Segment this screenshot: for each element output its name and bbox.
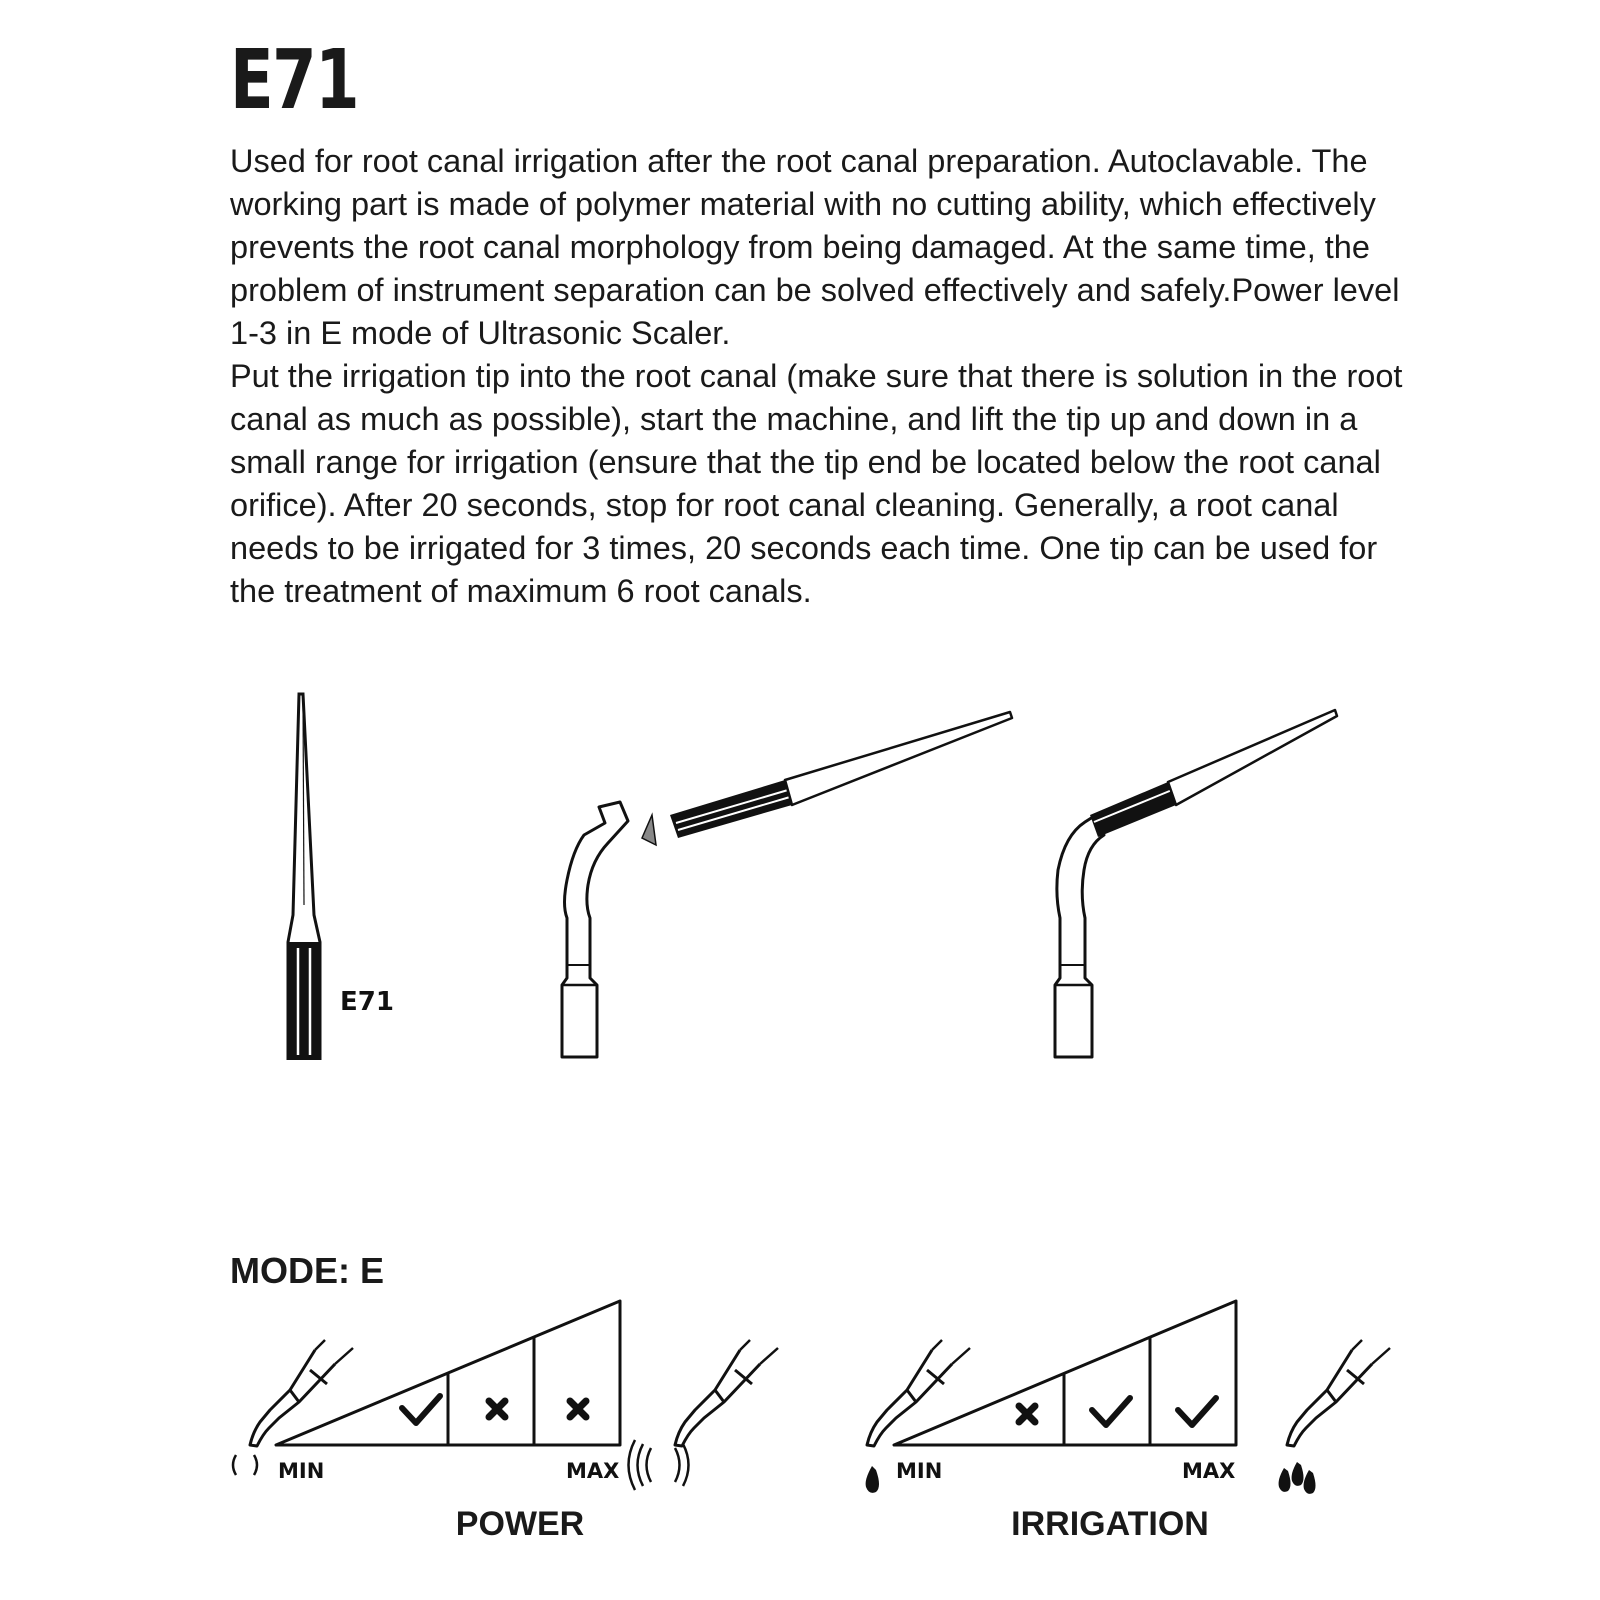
tip-illustrations [0, 680, 1600, 1060]
assembled-tip-illustration [1055, 710, 1337, 1057]
check-icon [402, 1396, 440, 1423]
handpiece-icon [1287, 1340, 1390, 1446]
irrigation-title: IRRIGATION [1011, 1505, 1209, 1543]
description [230, 140, 1410, 613]
handpiece-icon [867, 1340, 970, 1446]
power-gauge [233, 1301, 778, 1490]
irrigation-gauge [866, 1301, 1390, 1494]
power-min-label: MIN [278, 1459, 325, 1483]
settings-gauges [0, 1280, 1600, 1510]
drop-single-icon [866, 1466, 879, 1493]
check-icon [1092, 1398, 1130, 1425]
drop-multi-icon [1279, 1462, 1316, 1494]
description-usage: Used for root canal irrigation after the root canal preparation. Autoclavable. The working part is made of polymer material with no cutting ability, which effectively prevents the root canal morphology from being damaged. At the same time, the problem of instrument separation can be solved effectively and safely.Power level 1-3 in E mode of Ultrasonic Scaler. [230, 143, 1400, 351]
handpiece-icon [675, 1340, 778, 1446]
mode-label: MODE: E [230, 1250, 385, 1291]
power-title: POWER [455, 1505, 585, 1543]
handpiece-icon [250, 1340, 353, 1446]
vibration-high-icon [629, 1440, 689, 1490]
power-max-label: MAX [566, 1459, 620, 1483]
cross-icon [489, 1401, 505, 1417]
cross-icon [1019, 1406, 1035, 1422]
page-title: E71 [230, 33, 359, 128]
cross-icon [570, 1401, 586, 1417]
check-icon [1178, 1398, 1216, 1425]
tip-assembly-illustration [562, 712, 1012, 1057]
tip-label: E71 [340, 987, 394, 1017]
vibration-low-icon [233, 1455, 257, 1475]
irrigation-max-label: MAX [1182, 1459, 1236, 1483]
irrigation-min-label: MIN [896, 1459, 943, 1483]
description-instructions: Put the irrigation tip into the root canal (make sure that there is solution in the root canal as much as possible), start the machine, and lift the tip up and down in a small range for irrigation (ensure that the tip end be located below the root canal orifice). After 20 seconds, stop for root canal cleaning. Generally, a root canal needs to be irrigated for 3 times, 20 seconds each time. One tip can be used for the treatment of maximum 6 root canals. [230, 358, 1403, 609]
straight-tip-illustration [288, 694, 394, 1060]
